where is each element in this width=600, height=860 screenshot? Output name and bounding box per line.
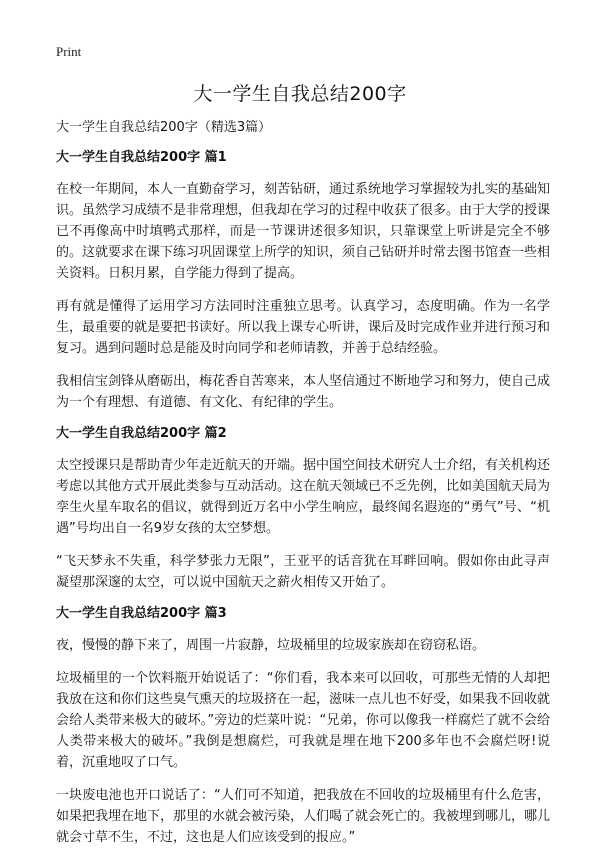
paragraph: 我相信宝剑锋从磨砺出，梅花香自苦寒来，本人坚信通过不断地学习和努力，使自己成为一个有理想、有道德、有文化、有纪律的学生。 (56, 374, 551, 410)
section-3 (56, 605, 550, 848)
paragraph: “飞天梦永不失重，科学梦张力无限”，王亚平的话音犹在耳畔回响。假如你由此寻声凝望那深邃的太空，可以说中国航天之薪火相传又开始了。 (56, 554, 550, 590)
section-heading: 大一学生自我总结200字 篇3 (56, 606, 227, 621)
paragraph: 夜，慢慢的静下来了，周围一片寂静，垃圾桶里的垃圾家族却在窃窃私语。 (56, 638, 486, 653)
section-heading: 大一学生自我总结200字 篇2 (56, 426, 227, 441)
paragraph: 垃圾桶里的一个饮料瓶开始说话了：“你们看，我本来可以回收，可那些无情的人却把我放在这和你们这些臭气熏天的垃圾挤在一起，滋味一点儿也不好受，如果我不回收就会给人类带来极大的破坏。”旁边的烂菜叶说：“兄弟，你可以像我一样腐烂了就不会给人类带来极大的破坏。”我倒是想腐烂，可我就是埋在地下200多年也不会腐烂呀!说着，沉重地叹了口气。 (56, 671, 551, 770)
paragraph: 太空授课只是帮助青少年走近航天的开端。据中国空间技术研究人士介绍，有关机构还考虑以其他方式开展此类参与互动活动。这在航天领域已不乏先例，比如美国航天局为孪生火星车取名的倡议，就得到近万名中小学生响应，最终闻名遐迩的“勇气”号、“机遇”号均出自一名9岁女孩的太空梦想。 (56, 458, 551, 536)
document-subtitle: 大一学生自我总结200字（精选3篇） (56, 120, 272, 135)
document-body (56, 119, 550, 860)
paragraph: 在校一年期间，本人一直勤奋学习，刻苦钻研，通过系统地学习掌握较为扎实的基础知识。虽然学习成绩不是非常理想，但我却在学习的过程中收获了很多。由于大学的授课已不再像高中时填鸭式那样，而是一节课讲述很多知识，只靠课堂上听讲是完全不够的。这就要求在课下练习巩固课堂上所学的知识，须自己钻研并时常去图书馆查一些相关资料。日积月累，自学能力得到了提高。 (56, 182, 551, 281)
paragraph: 再有就是懂得了运用学习方法同时注重独立思考。认真学习，态度明确。作为一名学生，最重要的就是要把书读好。所以我上课专心听讲，课后及时完成作业并进行预习和复习。遇到问题时总是能及时向同学和老师请教，并善于总结经验。 (56, 299, 551, 356)
section-heading: 大一学生自我总结200字 篇1 (56, 150, 227, 165)
paragraph: 一块废电池也开口说话了：“人们可不知道，把我放在不回收的垃圾桶里有什么危害，如果把我埋在地下，那里的水就会被污染，人们喝了就会死亡的。我被埋到哪儿，哪儿就会寸草不生，不过，这也是人们应该受到的报应。” (56, 788, 551, 845)
document-title: 大一学生自我总结200字 (193, 83, 407, 105)
section-2 (56, 425, 550, 593)
print-link[interactable]: Print (56, 44, 82, 59)
section-1 (56, 149, 550, 413)
